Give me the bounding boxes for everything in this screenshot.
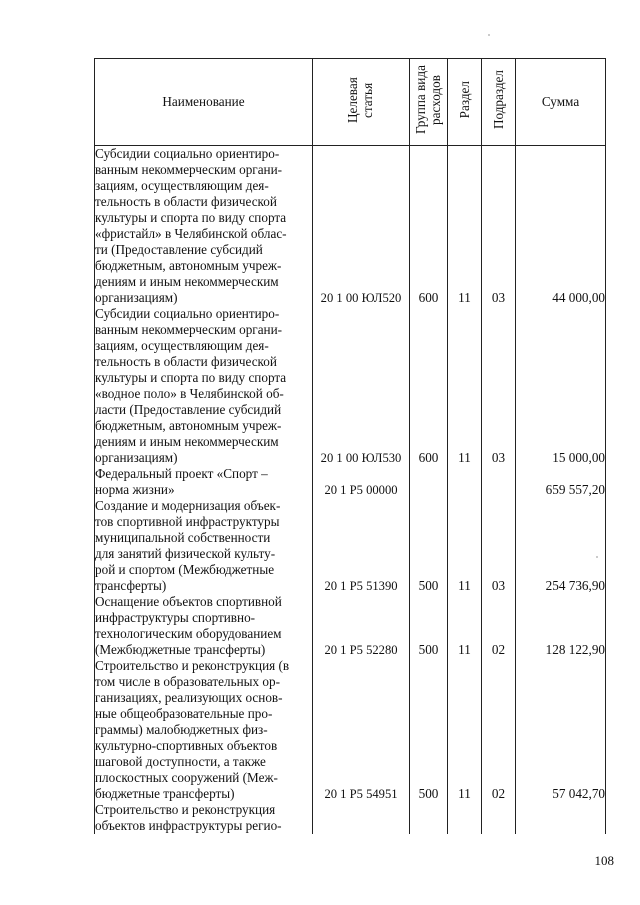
header-section: Раздел — [448, 59, 482, 146]
row-name-line: объектов инфраструктуры регио- — [95, 818, 282, 833]
row-target-article: 20 1 Р5 54951 — [313, 658, 410, 802]
row-target-article: 20 1 00 ЮЛ530 — [313, 306, 410, 466]
row-expense-group — [410, 802, 448, 834]
row-expense-group: 500 — [410, 658, 448, 802]
table-row — [95, 146, 606, 307]
row-section: 11 — [448, 306, 482, 466]
row-amount: 44 000,00 — [516, 146, 606, 307]
row-name — [95, 146, 313, 307]
row-name-line: технологическим оборудованием — [95, 626, 282, 641]
row-section — [448, 802, 482, 834]
header-amount: Сумма — [516, 59, 606, 146]
row-name — [95, 594, 313, 658]
row-name-line: организациям) — [95, 290, 178, 305]
table-row — [95, 802, 606, 834]
row-section — [448, 466, 482, 498]
row-name-line: Субсидии социально ориентиро- — [95, 146, 280, 161]
row-name-line: культуры и спорта по виду спорта — [95, 370, 287, 385]
header-expense-group: Группа вида расходов — [410, 59, 448, 146]
page-number: 108 — [594, 853, 614, 868]
row-subsection: 02 — [482, 594, 516, 658]
row-section: 11 — [448, 498, 482, 594]
row-name-line: бюджетные трансферты) — [95, 786, 235, 801]
table-row — [95, 466, 606, 498]
row-name-line: Строительство и реконструкция — [95, 802, 276, 817]
row-expense-group — [410, 466, 448, 498]
row-target-article: 20 1 Р5 00000 — [313, 466, 410, 498]
table-body — [95, 146, 606, 835]
header-subsection: Подраздел — [482, 59, 516, 146]
row-expense-group: 500 — [410, 498, 448, 594]
header-name: Наименование — [95, 59, 313, 146]
row-name-line: (Межбюджетные трансферты) — [95, 642, 266, 657]
row-amount: 254 736,90 — [516, 498, 606, 594]
header-target-article: Целевая статья — [313, 59, 410, 146]
row-name-line: зациям, осуществляющим дея- — [95, 178, 269, 193]
row-name-line: норма жизни» — [95, 482, 175, 497]
row-subsection: 03 — [482, 146, 516, 307]
row-expense-group: 500 — [410, 594, 448, 658]
row-name-line: плоскостных сооружений (Меж- — [95, 770, 278, 785]
row-name-line: шаговой доступности, а также — [95, 754, 266, 769]
row-section: 11 — [448, 658, 482, 802]
row-name-line: ванным некоммерческим органи- — [95, 322, 283, 337]
row-name-line: Оснащение объектов спортивной — [95, 594, 282, 609]
row-name-line: ганизациях, реализующих основ- — [95, 690, 283, 705]
row-amount: 15 000,00 — [516, 306, 606, 466]
row-name-line: тельность в области физической — [95, 354, 277, 369]
row-name-line: ванным некоммерческим органи- — [95, 162, 283, 177]
row-name-line: дениям и иным некоммерческим — [95, 274, 279, 289]
scan-speck — [596, 556, 598, 558]
row-name-line: организациям) — [95, 450, 178, 465]
row-name-line: Строительство и реконструкция (в — [95, 658, 290, 673]
row-subsection: 03 — [482, 306, 516, 466]
row-amount — [516, 802, 606, 834]
row-name — [95, 498, 313, 594]
row-subsection: 02 — [482, 658, 516, 802]
row-name-line: инфраструктуры спортивно- — [95, 610, 256, 625]
row-amount: 659 557,20 — [516, 466, 606, 498]
row-name-line: трансферты) — [95, 578, 167, 593]
row-name-line: бюджетным, автономным учреж- — [95, 418, 282, 433]
row-name-line: ти (Предоставление субсидий — [95, 242, 263, 257]
row-name-line: муниципальной собственности — [95, 530, 271, 545]
row-name-line: тельность в области физической — [95, 194, 277, 209]
row-name-line: дениям и иным некоммерческим — [95, 434, 279, 449]
row-name-line: культуры и спорта по виду спорта — [95, 210, 287, 225]
row-name-line: «фристайл» в Челябинской облас- — [95, 226, 287, 241]
row-name-line: ласти (Предоставление субсидий — [95, 402, 282, 417]
row-name-line: Создание и модернизация объек- — [95, 498, 281, 513]
row-name — [95, 306, 313, 466]
table-header-row — [95, 59, 606, 146]
row-expense-group: 600 — [410, 306, 448, 466]
row-name — [95, 466, 313, 498]
row-name-line: культурно-спортивных объектов — [95, 738, 278, 753]
scan-speck — [488, 34, 490, 36]
budget-table — [94, 58, 606, 834]
row-subsection — [482, 466, 516, 498]
row-name-line: Субсидии социально ориентиро- — [95, 306, 280, 321]
row-amount: 57 042,70 — [516, 658, 606, 802]
row-name-line: бюджетным, автономным учреж- — [95, 258, 282, 273]
row-name — [95, 802, 313, 834]
row-name — [95, 658, 313, 802]
row-name-line: Федеральный проект «Спорт – — [95, 466, 268, 481]
row-name-line: ные общеобразовательные про- — [95, 706, 273, 721]
row-name-line: зациям, осуществляющим дея- — [95, 338, 269, 353]
row-name-line: для занятий физической культу- — [95, 546, 276, 561]
row-section: 11 — [448, 594, 482, 658]
table-row — [95, 658, 606, 802]
row-name-line: «водное поло» в Челябинской об- — [95, 386, 284, 401]
row-name-line: рой и спортом (Межбюджетные — [95, 562, 275, 577]
row-section: 11 — [448, 146, 482, 307]
table-row — [95, 306, 606, 466]
row-name-line: тов спортивной инфраструктуры — [95, 514, 280, 529]
row-expense-group: 600 — [410, 146, 448, 307]
row-target-article: 20 1 Р5 52280 — [313, 594, 410, 658]
table-row — [95, 594, 606, 658]
row-subsection: 03 — [482, 498, 516, 594]
row-name-line: граммы) малобюджетных физ- — [95, 722, 268, 737]
row-target-article: 20 1 00 ЮЛ520 — [313, 146, 410, 307]
row-subsection — [482, 802, 516, 834]
row-name-line: том числе в образовательных ор- — [95, 674, 281, 689]
row-target-article — [313, 802, 410, 834]
table-row — [95, 498, 606, 594]
row-amount: 128 122,90 — [516, 594, 606, 658]
row-target-article: 20 1 Р5 51390 — [313, 498, 410, 594]
